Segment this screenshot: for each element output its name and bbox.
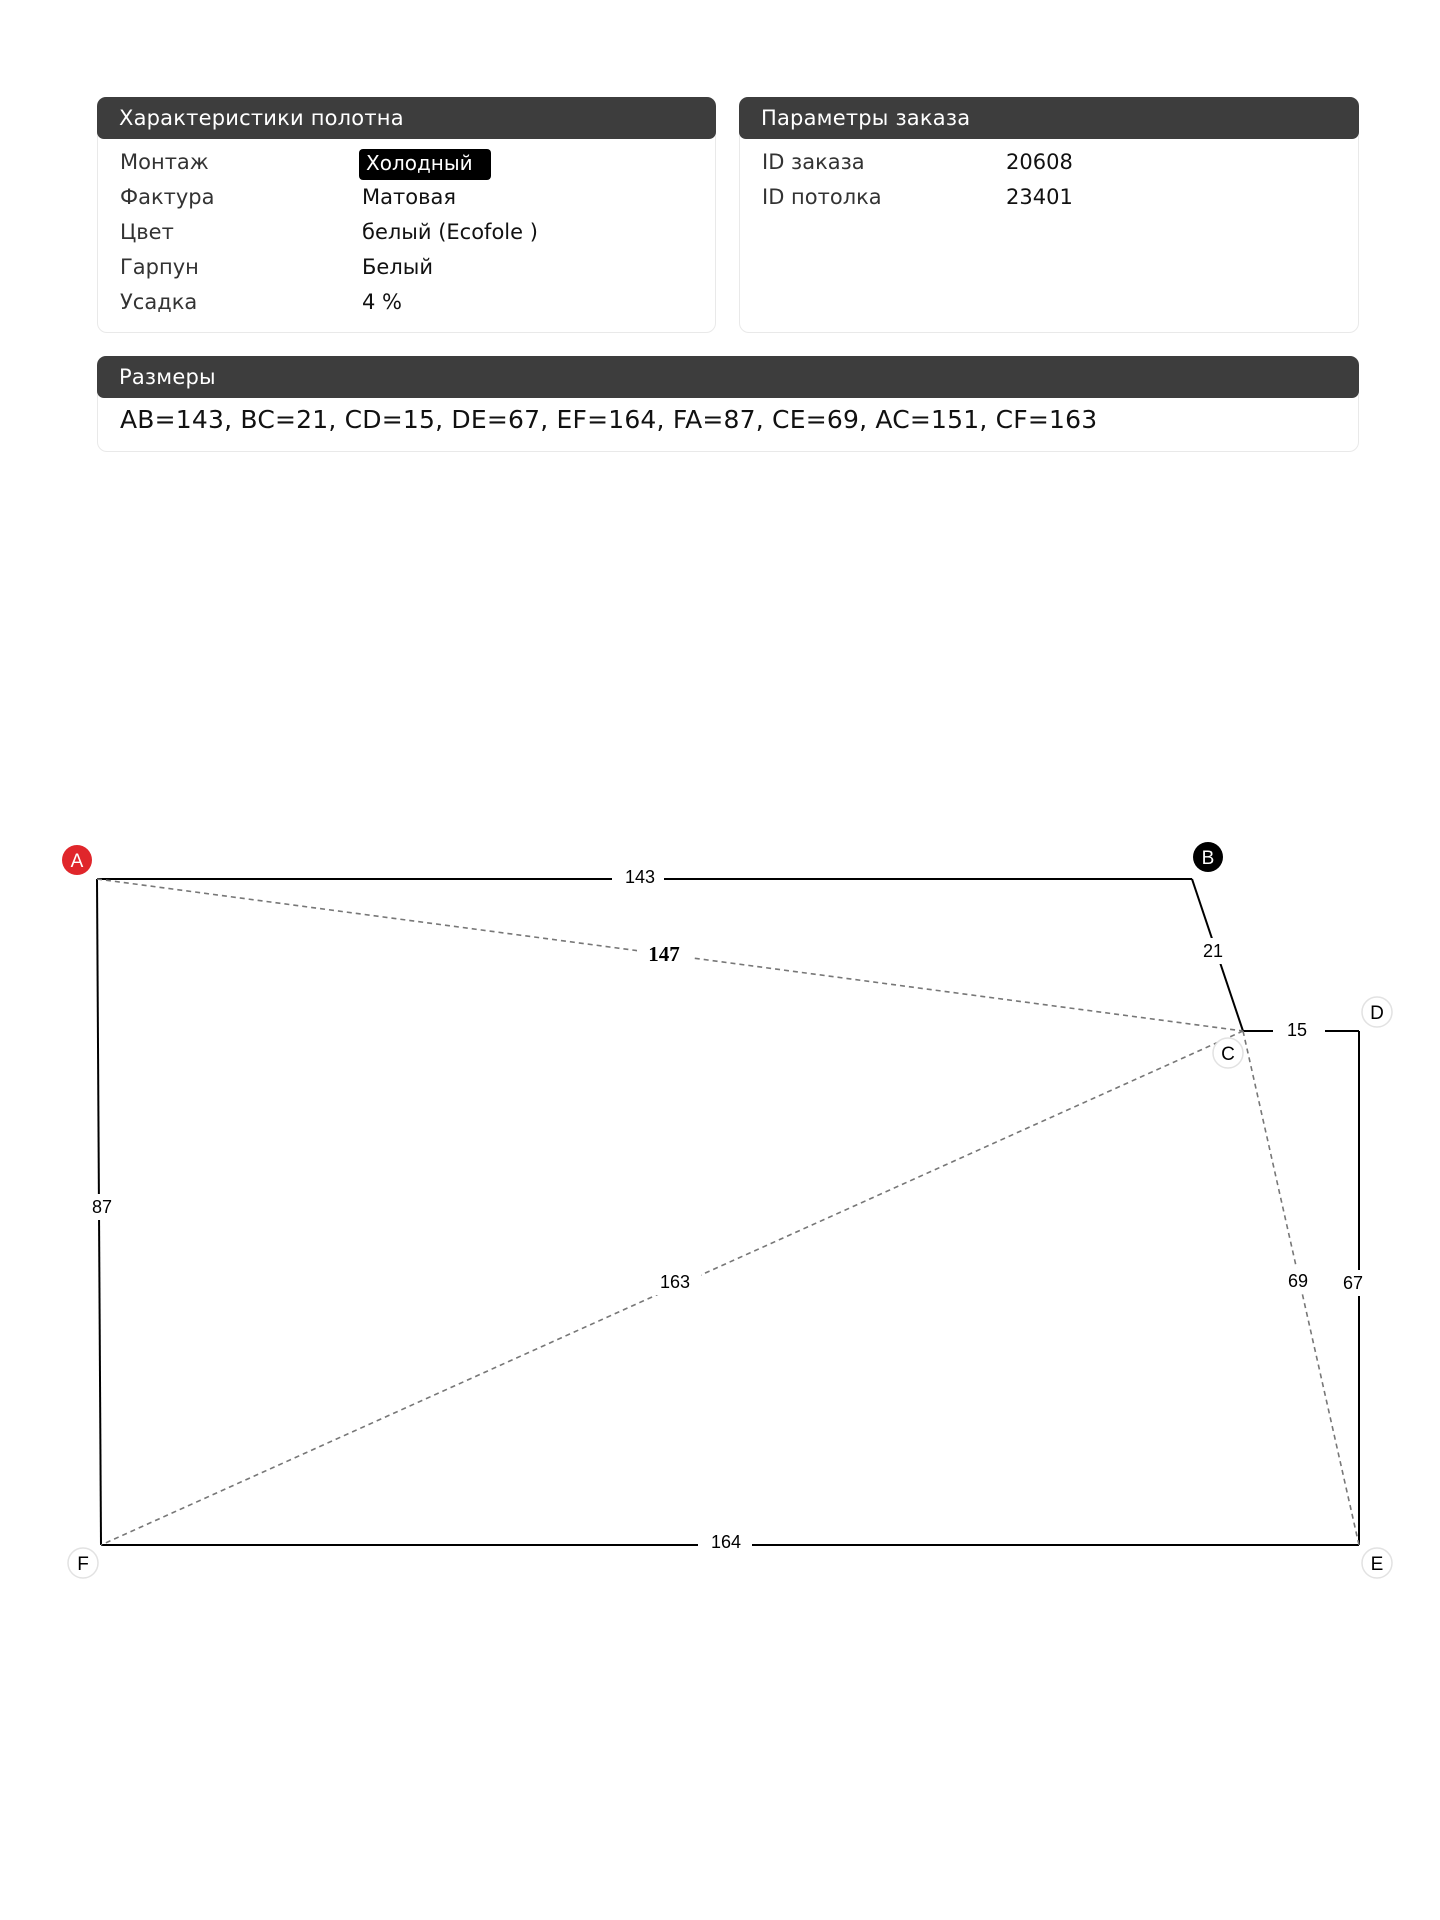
color-label: Цвет (120, 220, 174, 244)
vertex-d-label: D (1370, 1003, 1384, 1024)
dimensions-header: Размеры (97, 356, 1359, 398)
vertex-b-marker (1193, 842, 1223, 872)
vertex-d-marker (1362, 997, 1392, 1027)
canvas-characteristics-header: Характеристики полотна (97, 97, 716, 139)
order-id-value: 20608 (1006, 150, 1073, 174)
harpoon-label: Гарпун (120, 255, 199, 279)
mounting-badge: Холодный (359, 149, 491, 180)
order-id-label: ID заказа (762, 150, 865, 174)
ceiling-id-label: ID потолка (762, 185, 882, 209)
vertex-a-label: A (70, 851, 84, 872)
label-ab: 143 (624, 867, 656, 887)
label-cd: 15 (1286, 1020, 1308, 1040)
harpoon-value: Белый (362, 255, 433, 279)
vertex-a-marker (62, 845, 92, 875)
texture-label: Фактура (120, 185, 215, 209)
vertex-e-marker (1362, 1548, 1392, 1578)
vertex-f-marker (68, 1548, 98, 1578)
label-fa: 87 (91, 1197, 113, 1217)
label-bc: 21 (1202, 941, 1224, 961)
label-ef: 164 (710, 1532, 742, 1552)
vertex-c-label: C (1221, 1044, 1235, 1065)
vertex-f-label: F (77, 1554, 89, 1575)
label-ac: 147 (648, 942, 680, 966)
dimensions-text: AB=143, BC=21, CD=15, DE=67, EF=164, FA=87, CE=69, AC=151, CF=163 (120, 405, 1098, 434)
vertex-b-label: B (1201, 848, 1215, 869)
label-ce: 69 (1287, 1271, 1309, 1291)
shrinkage-label: Усадка (120, 290, 198, 314)
shrinkage-value: 4 % (362, 290, 402, 314)
order-parameters-header: Параметры заказа (739, 97, 1359, 139)
vertex-c-marker (1213, 1038, 1243, 1068)
mounting-label: Монтаж (120, 150, 209, 174)
label-de: 67 (1342, 1273, 1364, 1293)
vertex-e-label: E (1370, 1554, 1384, 1575)
texture-value: Матовая (362, 185, 456, 209)
label-cf: 163 (659, 1272, 691, 1292)
ceiling-id-value: 23401 (1006, 185, 1073, 209)
color-value: белый (Ecofole ) (362, 220, 538, 244)
